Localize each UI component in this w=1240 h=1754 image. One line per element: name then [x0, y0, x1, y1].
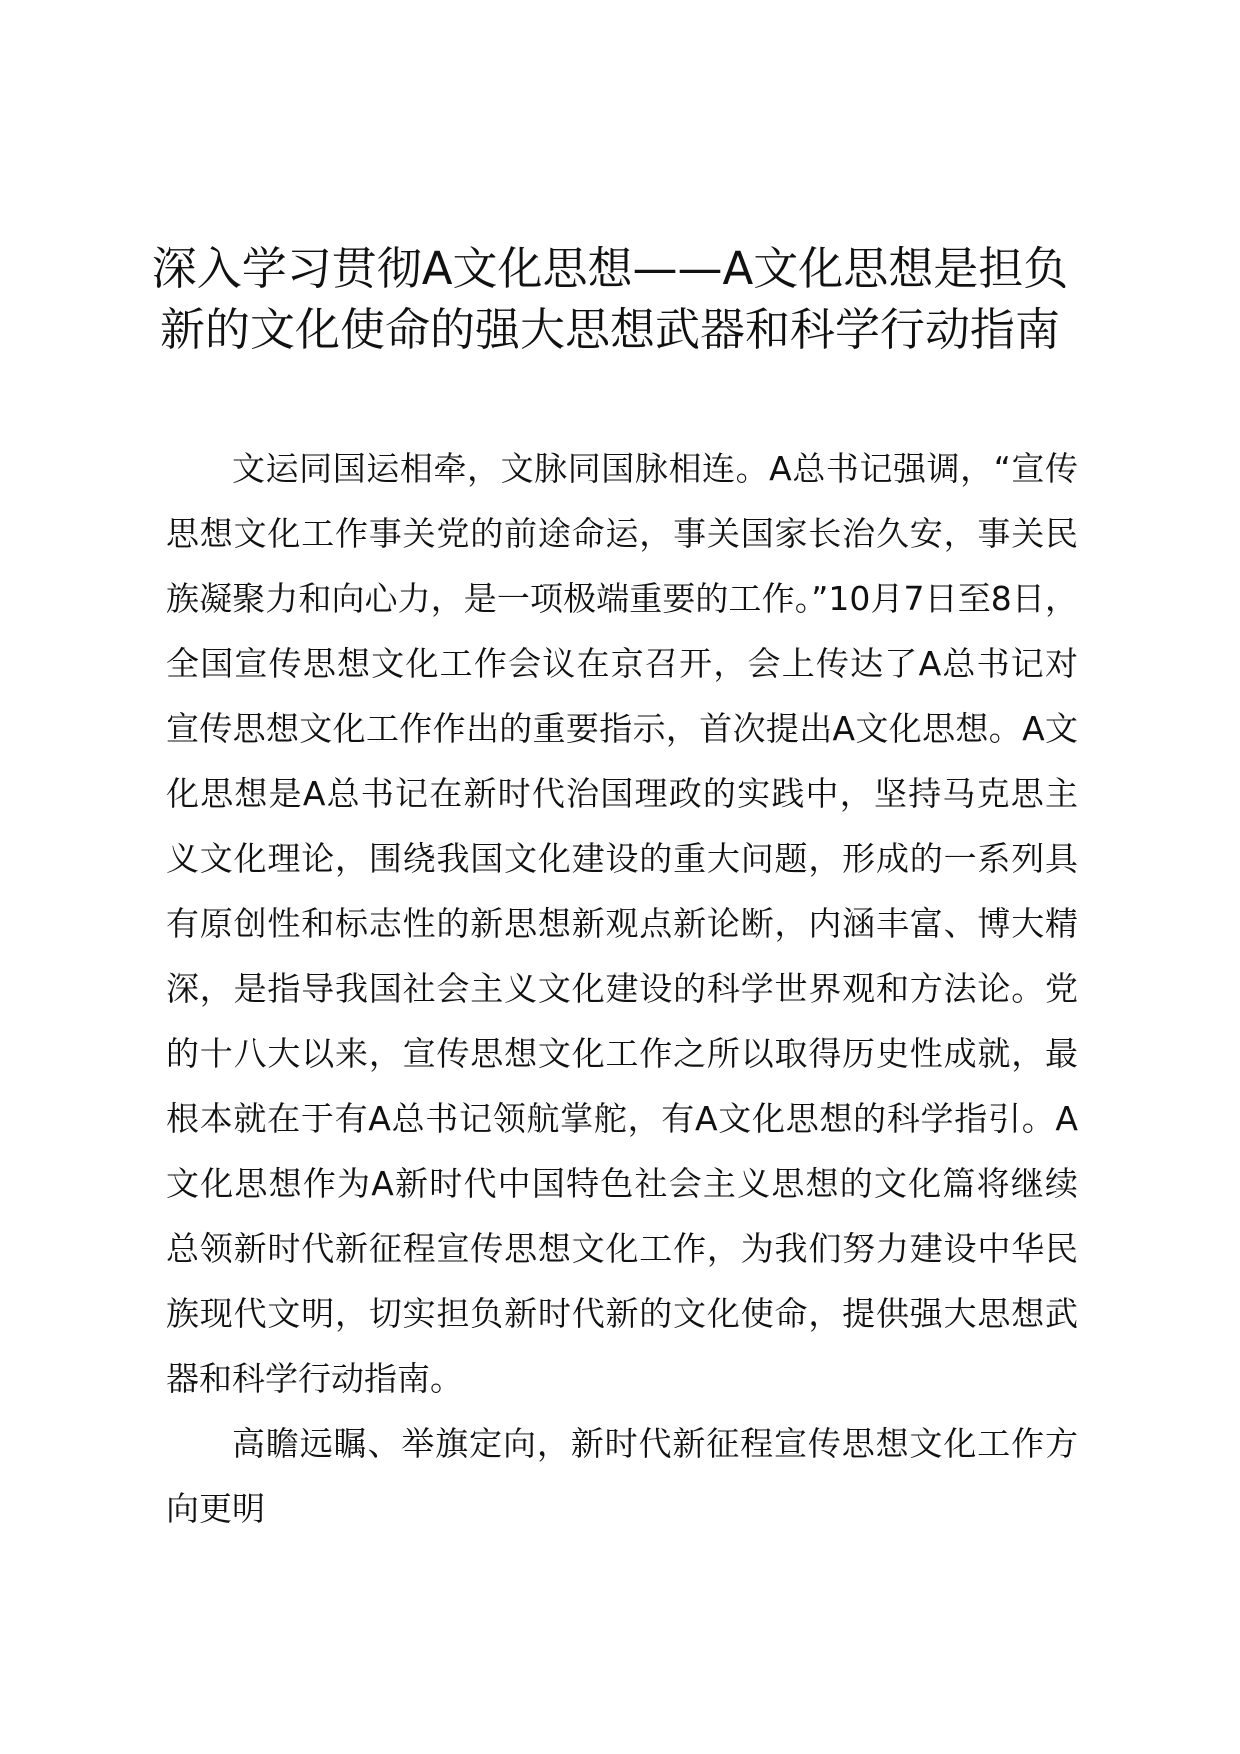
document-title: 深入学习贯彻A文化思想——A文化思想是担负新的文化使命的强大思想武器和科学行动指南 — [151, 242, 1069, 356]
paragraph: 高瞻远瞩、举旗定向，新时代新征程宣传思想文化工作方向更明 — [166, 1424, 1078, 1528]
document-body — [166, 436, 1078, 1541]
paragraph: 文运同国运相牵，文脉同国脉相连。A总书记强调，“宣传思想文化工作事关党的前途命运，事关国家长治久安，事关民族凝聚力和向心力，是一项极端重要的工作。”10月7日至8日，全国宣传思想文化工作会议在京召开，会上传达了A总书记对宣传思想文化工作作出的重要指示，首次提出A文化思想。A文化思想是A总书记在新时代治国理政的实践中，坚持马克思主义文化理论，围绕我国文化建设的重大问题，形成的一系列具有原创性和标志性的新思想新观点新论断，内涵丰富、博大精深，是指导我国社会主义文化建设的科学世界观和方法论。党的十八大以来，宣传思想文化工作之所以取得历史性成就，最根本就在于有A总书记领航掌舵，有A文化思想的科学指引。A文化思想作为A新时代中国特色社会主义思想的文化篇将继续总领新时代新征程宣传思想文化工作，为我们努力建设中华民族现代文明，切实担负新时代新的文化使命，提供强大思想武器和科学行动指南。 — [166, 449, 1078, 1398]
